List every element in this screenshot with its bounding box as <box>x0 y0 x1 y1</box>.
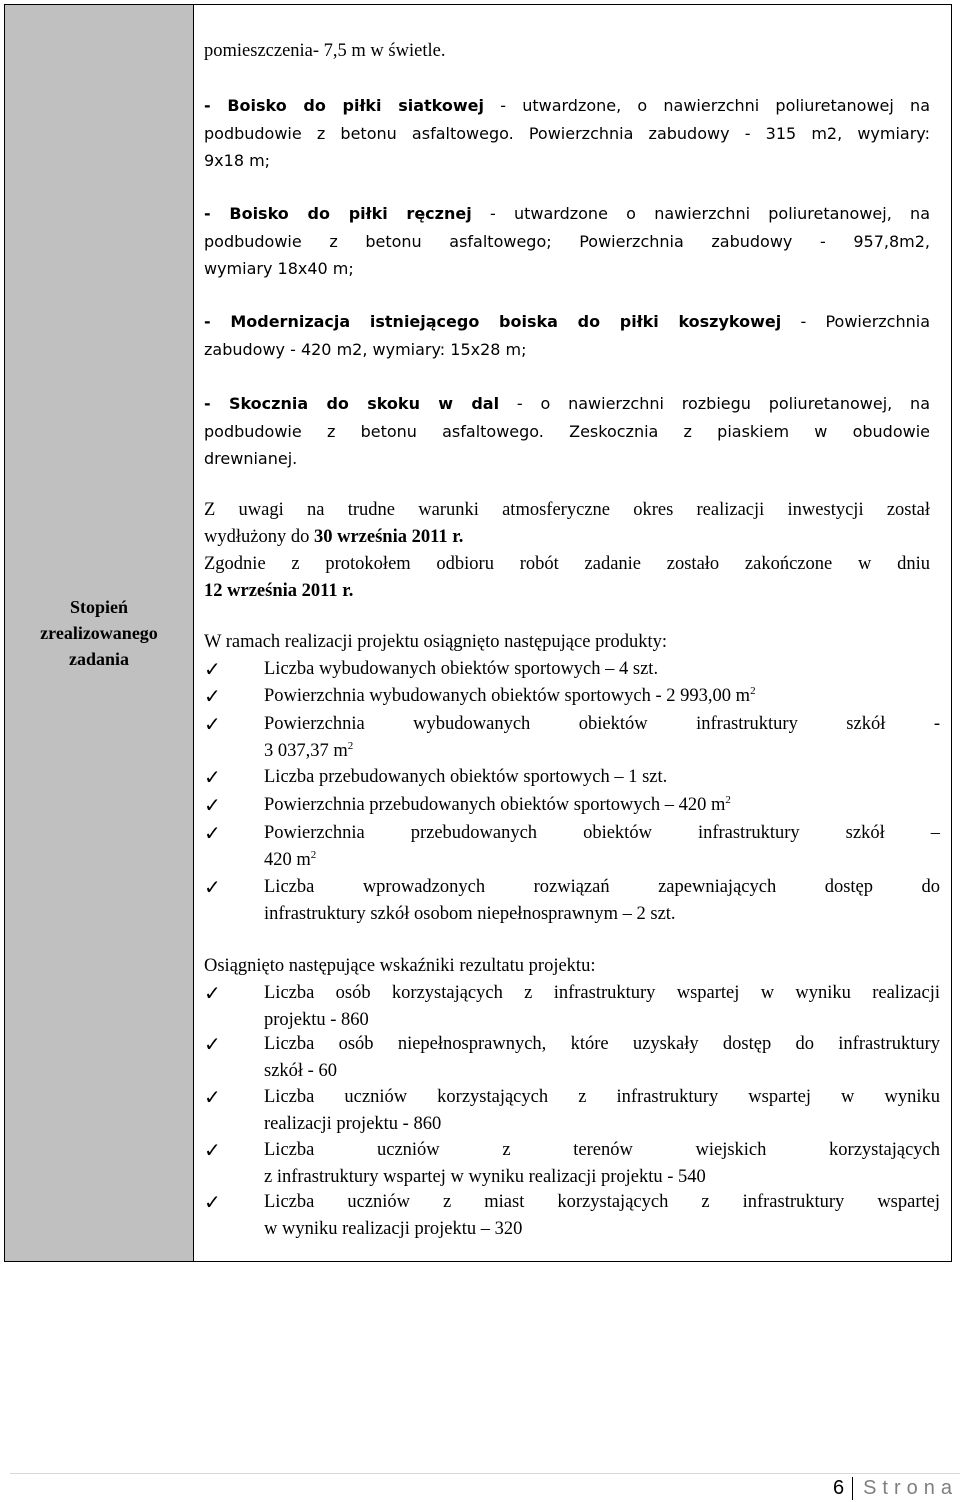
paragraph-basketball: - Modernizacja istniejącego boiska do piłki koszykowej - Powierzchnia zabudowy - 420 m2, wymiary: 15x28 m; <box>204 312 930 359</box>
check-icon: ✓ <box>204 821 221 845</box>
product-item: Powierzchnia przebudowanych obiektów sportowych – 420 $m^2$ <box>264 794 731 815</box>
check-icon: ✓ <box>204 684 221 708</box>
result-item: Liczba osób korzystających z infrastruktury wspartej w wyniku realizacji projektu - 860 <box>264 983 940 1030</box>
paragraph-room-height: pomieszczenia- 7,5 m w świetle. <box>204 41 446 61</box>
product-item: Liczba wybudowanych obiektów sportowych – 4 szt. <box>264 659 659 679</box>
page-number: 6 <box>833 1477 853 1500</box>
product-item: Liczba wprowadzonych rozwiązań zapewniających dostęp do infrastruktury szkół osobom niepełnosprawnym – 2 szt. <box>264 877 940 924</box>
paragraph-completion: Z uwagi na trudne warunki atmosferyczne okres realizacji inwestycji został wydłużony do 30 września 2011 r. Zgodnie z protokołem odbioru robót zadanie zostało zakończone w dniu 12 września 2011 r. <box>204 500 930 601</box>
check-icon: ✓ <box>204 657 221 681</box>
product-item: Powierzchnia wybudowanych obiektów infrastruktury szkół - 3 037,37 $m^2$ <box>264 714 940 761</box>
result-item: Liczba uczniów z miast korzystających z infrastruktury wspartej w wyniku realizacji projektu – 320 <box>264 1192 940 1239</box>
footer-divider <box>10 1473 960 1474</box>
check-icon: ✓ <box>204 875 221 899</box>
paragraph-long-jump: - Skocznia do skoku w dal - o nawierzchni rozbiegu poliuretanowej, na podbudowie z betonu asfaltowego. Zeskocznia z piaskiem w obudowie drewnianej. <box>204 394 930 468</box>
products-intro: W ramach realizacji projektu osiągnięto następujące produkty: <box>204 632 668 652</box>
page-footer <box>833 1474 958 1502</box>
paragraph-handball: - Boisko do piłki ręcznej - utwardzone o nawierzchni poliuretanowej, na podbudowie z betonu asfaltowego; Powierzchnia zabudowy - 957,8m2, wymiary 18x40 m; <box>204 204 930 278</box>
check-icon: ✓ <box>204 1085 221 1109</box>
check-icon: ✓ <box>204 1190 221 1214</box>
results-intro: Osiągnięto następujące wskaźniki rezultatu projektu: <box>204 956 596 976</box>
result-item: Liczba uczniów korzystających z infrastruktury wspartej w wyniku realizacji projektu - 860 <box>264 1087 940 1134</box>
check-icon: ✓ <box>204 981 221 1005</box>
check-icon: ✓ <box>204 712 221 736</box>
product-item: Liczba przebudowanych obiektów sportowych – 1 szt. <box>264 767 668 787</box>
row-content-cell <box>194 5 951 1261</box>
check-icon: ✓ <box>204 765 221 789</box>
product-item: Powierzchnia wybudowanych obiektów sportowych - 2 993,00 $m^2$ <box>264 685 756 706</box>
row-label-cell <box>5 5 194 1261</box>
report-table <box>4 4 952 1262</box>
check-icon: ✓ <box>204 1032 221 1056</box>
result-item: Liczba osób niepełnosprawnych, które uzyskały dostęp do infrastruktury szkół - 60 <box>264 1034 940 1081</box>
row-label: Stopień zrealizowanego zadania <box>40 597 158 669</box>
result-item: Liczba uczniów z terenów wiejskich korzystających z infrastruktury wspartej w wyniku realizacji projektu - 540 <box>264 1140 940 1187</box>
check-icon: ✓ <box>204 1138 221 1162</box>
paragraph-volleyball: - Boisko do piłki siatkowej - utwardzone, o nawierzchni poliuretanowej na podbudowie z betonu asfaltowego. Powierzchnia zabudowy - 315 m2, wymiary: 9x18 m; <box>204 96 930 170</box>
page-label: Strona <box>863 1476 958 1499</box>
product-item: Powierzchnia przebudowanych obiektów infrastruktury szkół – 420 $m^2$ <box>264 823 940 870</box>
check-icon: ✓ <box>204 793 221 817</box>
